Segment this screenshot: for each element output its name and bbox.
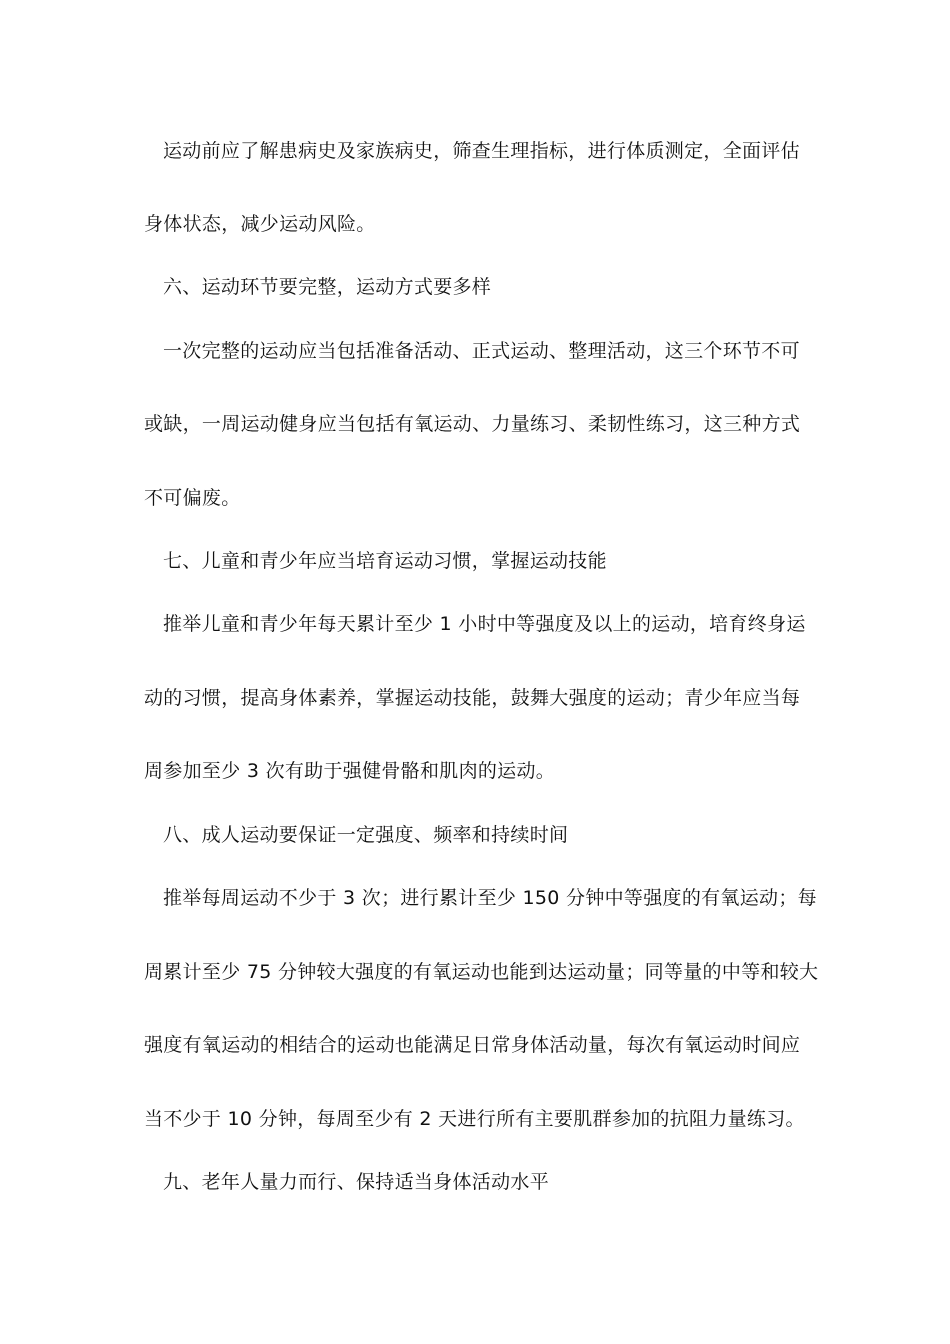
- section-heading: 六、运动环节要完整，运动方式要多样: [163, 276, 492, 298]
- paragraph-line: 动的习惯，提高身体素养，掌握运动技能，鼓舞大强度的运动；青少年应当每: [144, 687, 801, 709]
- paragraph-line: 强度有氧运动的相结合的运动也能满足日常身体活动量，每次有氧运动时间应: [144, 1034, 801, 1056]
- paragraph-line: 推举每周运动不少于 3 次；进行累计至少 150 分钟中等强度的有氧运动；每: [163, 887, 817, 909]
- section-heading: 八、成人运动要保证一定强度、频率和持续时间: [163, 824, 569, 846]
- paragraph-line: 一次完整的运动应当包括准备活动、正式运动、整理活动，这三个环节不可: [163, 340, 800, 362]
- paragraph-line: 当不少于 10 分钟，每周至少有 2 天进行所有主要肌群参加的抗阻力量练习。: [144, 1108, 805, 1130]
- paragraph-line: 或缺，一周运动健身应当包括有氧运动、力量练习、柔韧性练习，这三种方式: [144, 413, 801, 435]
- paragraph-line: 周参加至少 3 次有助于强健骨骼和肌肉的运动。: [144, 760, 556, 782]
- paragraph-line: 周累计至少 75 分钟较大强度的有氧运动也能到达运动量；同等量的中等和较大: [144, 961, 819, 983]
- section-heading: 九、老年人量力而行、保持适当身体活动水平: [163, 1171, 550, 1193]
- paragraph-line: 不可偏废。: [144, 487, 241, 509]
- section-heading: 七、儿童和青少年应当培育运动习惯，掌握运动技能: [163, 550, 607, 572]
- paragraph-line: 运动前应了解患病史及家族病史，筛查生理指标，进行体质测定，全面评估: [163, 140, 800, 162]
- paragraph-line: 身体状态，减少运动风险。: [144, 213, 376, 235]
- paragraph-line: 推举儿童和青少年每天累计至少 1 小时中等强度及以上的运动，培育终身运: [163, 613, 806, 635]
